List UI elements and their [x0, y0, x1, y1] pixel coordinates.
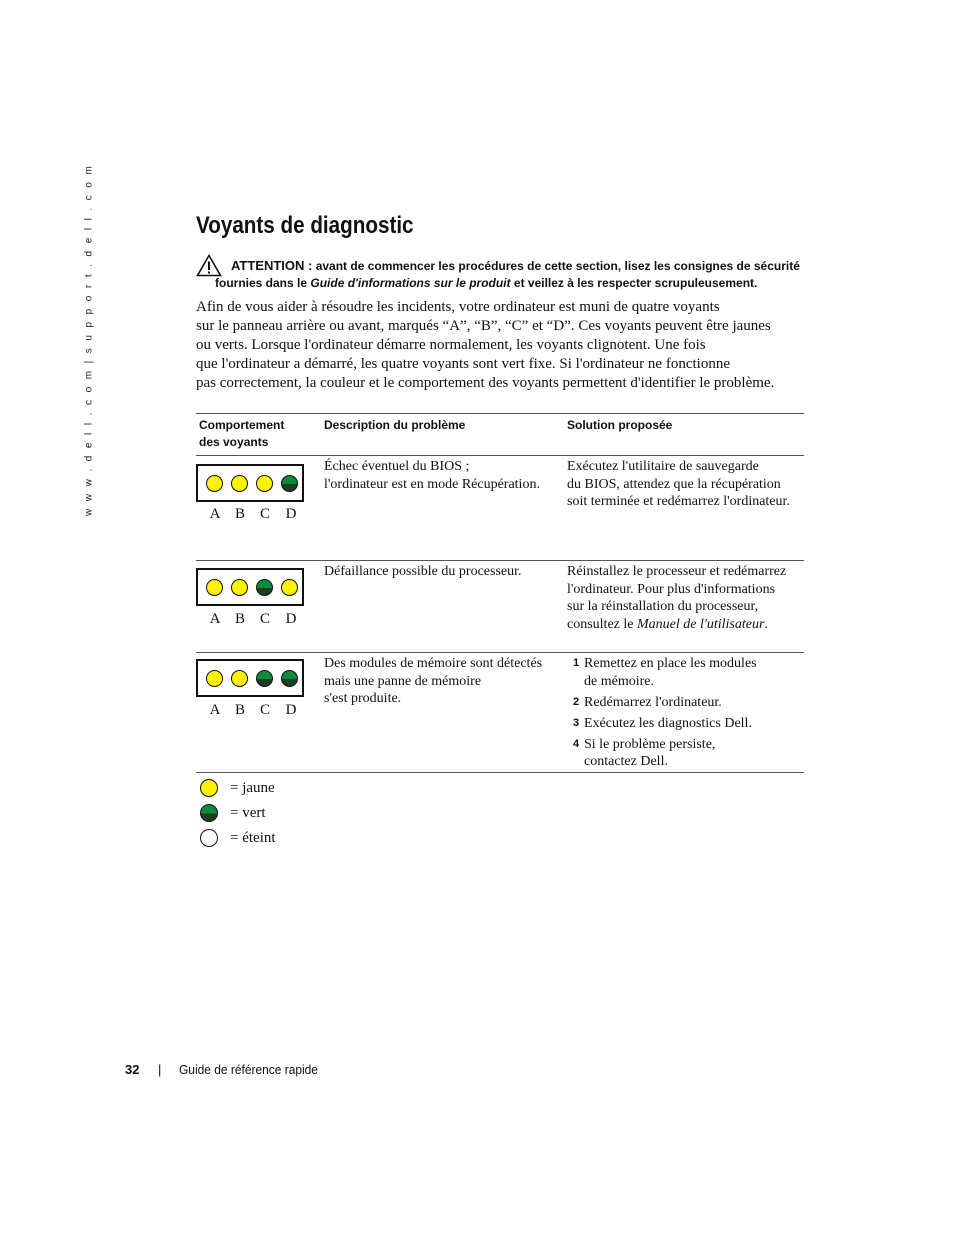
led-label-a: A — [209, 506, 221, 522]
step-number: 3 — [573, 716, 580, 729]
attention-text-2: fournies dans le — [215, 276, 311, 290]
legend-label: = éteint — [230, 830, 276, 846]
led-panel — [196, 464, 304, 502]
led-label-d: D — [285, 611, 297, 627]
step-line: Si le problème persiste, — [584, 736, 716, 752]
intro-paragraph — [196, 298, 816, 393]
led-label-b: B — [234, 702, 245, 718]
led-c-vert — [256, 579, 273, 596]
led-label-b: B — [234, 611, 245, 627]
attention-label: ATTENTION : — [231, 258, 313, 273]
led-label-b: B — [234, 506, 245, 522]
cell-line: Défaillance possible du processeur. — [324, 564, 522, 579]
solution-step — [567, 736, 757, 771]
attention-text-3: et veillez à les respecter scrupuleusement. — [510, 276, 758, 290]
intro-line: ou verts. Lorsque l'ordinateur démarre normalement, les voyants clignotent. Une fois — [196, 337, 706, 353]
page-number: 32 — [125, 1062, 140, 1077]
cell-line: du BIOS, attendez que la récupération — [567, 476, 781, 492]
header-description: Description du problème — [324, 418, 466, 432]
step-line: contactez Dell. — [584, 754, 668, 769]
led-c-vert — [256, 670, 273, 687]
step-line: Exécutez les diagnostics Dell. — [584, 715, 752, 731]
legend-label: = jaune — [230, 780, 275, 796]
led-label-c: C — [259, 702, 270, 718]
table-rule — [196, 652, 804, 653]
step-line: Remettez en place les modules — [584, 656, 757, 671]
intro-line: sur le panneau arrière ou avant, marqués “A”, “B”, “C” et “D”. Ces voyants peuvent être jaunes — [196, 318, 771, 334]
cell-text: consultez le — [567, 616, 637, 632]
led-b-jaune — [231, 579, 248, 596]
header-led-behavior — [199, 417, 284, 451]
step-line: Redémarrez l'ordinateur. — [584, 694, 722, 710]
cell-line — [567, 616, 786, 634]
table-rule — [196, 560, 804, 561]
led-label-a: A — [209, 611, 221, 627]
solution-cell — [567, 458, 790, 511]
table-rule — [196, 455, 804, 456]
sidebar-url: w w w . d e l l . c o m | s u p p o r t . d e l l . c o m — [83, 163, 95, 517]
solution-steps — [567, 655, 757, 774]
led-label-a: A — [209, 702, 221, 718]
cell-line: soit terminée et redémarrez l'ordinateur. — [567, 494, 790, 509]
attention-notice — [215, 257, 811, 292]
warning-icon — [196, 254, 222, 277]
cell-line: Exécutez l'utilitaire de sauvegarde — [567, 459, 759, 474]
intro-line: Afin de vous aider à résoudre les incidents, votre ordinateur est muni de quatre voyants — [196, 299, 720, 315]
led-a-jaune — [206, 475, 223, 492]
led-panel — [196, 568, 304, 606]
led-c-jaune — [256, 475, 273, 492]
description-cell — [324, 458, 540, 493]
step-number: 2 — [573, 695, 580, 708]
led-label-c: C — [259, 611, 270, 627]
led-b-jaune — [231, 670, 248, 687]
attention-text-1: avant de commencer les procédures de cette section, lisez les consignes de sécurité — [312, 259, 800, 273]
intro-line: pas correctement, la couleur et le comportement des voyants permettent d'identifier le problème. — [196, 375, 775, 391]
step-line: de mémoire. — [584, 673, 654, 689]
table-bottom-rule — [196, 772, 804, 773]
led-d-jaune — [281, 579, 298, 596]
footer-separator: | — [158, 1062, 162, 1077]
page-title: Voyants de diagnostic — [196, 212, 414, 239]
solution-step — [567, 694, 757, 712]
cell-line: Échec éventuel du BIOS ; — [324, 459, 470, 474]
description-cell — [324, 655, 542, 708]
solution-cell — [567, 563, 786, 633]
led-a-jaune — [206, 579, 223, 596]
cell-line: Réinstallez le processeur et redémarrez — [567, 564, 787, 579]
description-cell — [324, 563, 522, 581]
legend-led-vert — [200, 804, 218, 822]
legend-led-jaune — [200, 779, 218, 797]
cell-line: l'ordinateur. Pour plus d'informations — [567, 581, 776, 597]
table-top-rule — [196, 413, 804, 414]
cell-line: l'ordinateur est en mode Récupération. — [324, 476, 540, 492]
led-d-vert — [281, 475, 298, 492]
led-label-c: C — [259, 506, 270, 522]
step-number: 4 — [573, 737, 580, 750]
cell-line: Des modules de mémoire sont détectés — [324, 656, 543, 671]
attention-guide-title: Guide d'informations sur le produit — [310, 276, 511, 290]
led-label-d: D — [285, 506, 297, 522]
cell-line: s'est produite. — [324, 691, 402, 706]
header-text: des voyants — [199, 435, 269, 449]
cell-line: mais une panne de mémoire — [324, 673, 482, 689]
led-panel — [196, 659, 304, 697]
solution-step — [567, 655, 757, 690]
header-text: Comportement — [199, 418, 285, 432]
led-d-vert — [281, 670, 298, 687]
led-a-jaune — [206, 670, 223, 687]
intro-line: que l'ordinateur a démarré, les quatre voyants sont vert fixe. Si l'ordinateur ne fonctionne — [196, 356, 730, 372]
cell-line: sur la réinstallation du processeur, — [567, 599, 759, 614]
header-solution: Solution proposée — [567, 418, 673, 432]
legend-led-eteint — [200, 829, 218, 847]
solution-step — [567, 715, 757, 733]
led-b-jaune — [231, 475, 248, 492]
footer-guide-title: Guide de référence rapide — [179, 1062, 318, 1077]
legend-label: = vert — [230, 805, 266, 821]
manual-title: Manuel de l'utilisateur — [636, 616, 765, 632]
step-number: 1 — [573, 657, 580, 669]
led-label-d: D — [285, 702, 297, 718]
cell-text: . — [764, 616, 768, 632]
